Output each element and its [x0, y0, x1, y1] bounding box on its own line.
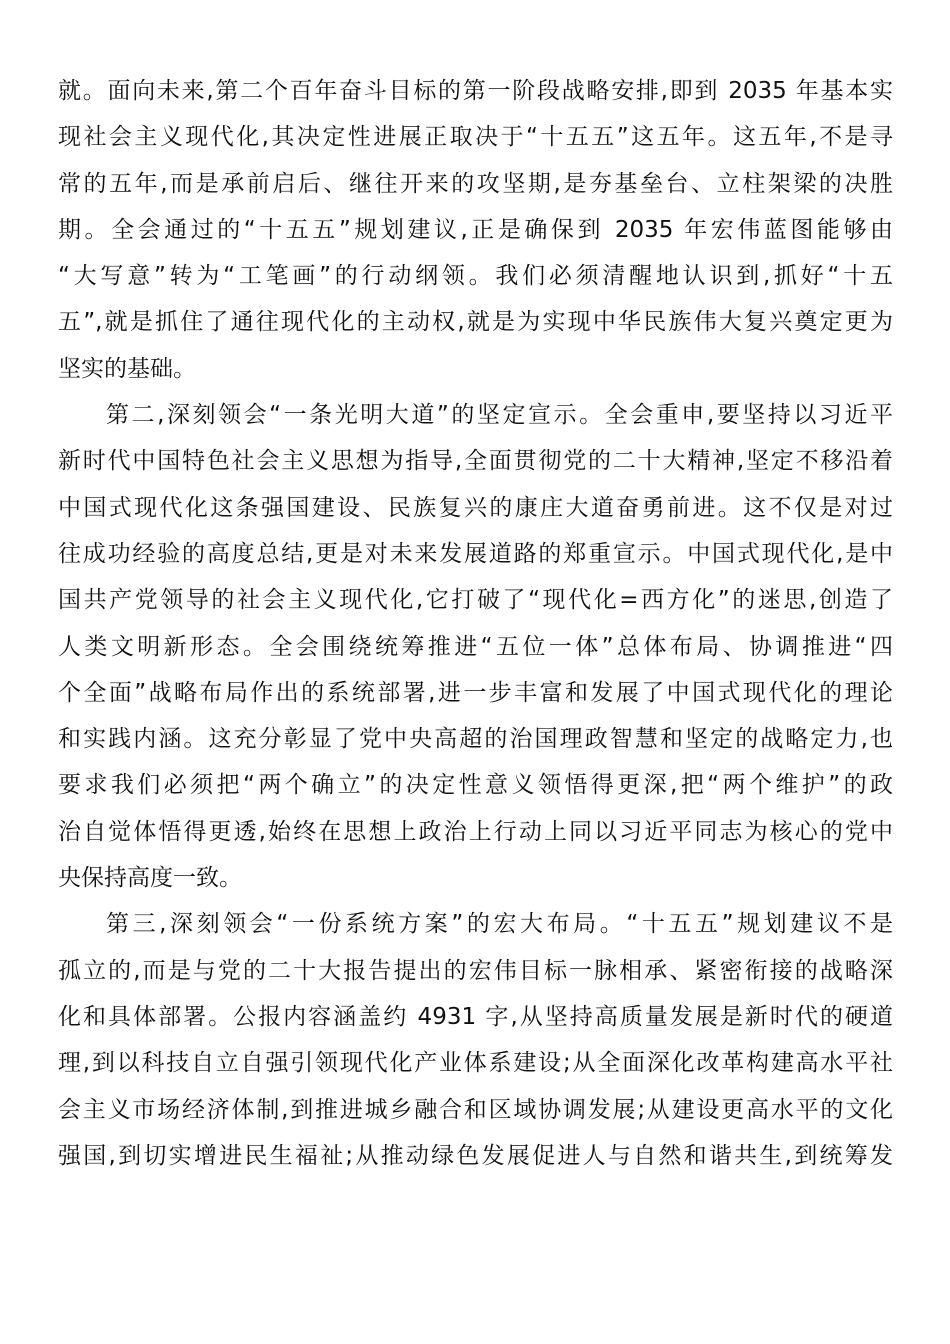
text-line-first: 第三,深刻领会“一份系统方案”的宏大布局。“十五五”规划建议不是 [106, 911, 893, 938]
text-line: 强国,到切实增进民生福祉;从推动绿色发展促进人与自然和谐共生,到统筹发 [58, 1142, 893, 1169]
text-line: 坚实的基础。 [58, 355, 196, 382]
text-line: “大写意”转为“工笔画”的行动纲领。我们必须清醒地认识到,抓好“十五 [58, 263, 893, 290]
text-line: 人类文明新形态。全会围绕统筹推进“五位一体”总体布局、协调推进“四 [58, 633, 893, 660]
text-line-first: 第二,深刻领会“一条光明大道”的坚定宣示。全会重申,要坚持以习近平 [106, 402, 893, 429]
text-line: 和实践内涵。这充分彰显了党中央高超的治国理政智慧和坚定的战略定力,也 [58, 726, 893, 753]
text-line: 常的五年,而是承前启后、继往开来的攻坚期,是夯基垒台、立柱架梁的决胜 [58, 170, 893, 197]
text-line: 期。全会通过的“十五五”规划建议,正是确保到 2035 年宏伟蓝图能够由 [58, 216, 893, 243]
text-line: 个全面”战略布局作出的系统部署,进一步丰富和发展了中国式现代化的理论 [58, 679, 893, 706]
text-line: 央保持高度一致。 [58, 865, 242, 892]
text-line: 化和具体部署。公报内容涵盖约 4931 字,从坚持高质量发展是新时代的硬道 [58, 1003, 893, 1030]
text-line: 就。面向未来,第二个百年奋斗目标的第一阶段战略安排,即到 2035 年基本实 [58, 78, 893, 104]
text-line: 中国式现代化这条强国建设、民族复兴的康庄大道奋勇前进。这不仅是对过 [58, 494, 893, 521]
text-line: 新时代中国特色社会主义思想为指导,全面贯彻党的二十大精神,坚定不移沿着 [58, 448, 893, 475]
text-line: 会主义市场经济体制,到推进城乡融合和区域协调发展;从建设更高水平的文化 [58, 1096, 893, 1123]
text-line: 要求我们必须把“两个确立”的决定性意义领悟得更深,把“两个维护”的政 [58, 772, 893, 799]
text-line: 国共产党领导的社会主义现代化,它打破了“现代化=西方化”的迷思,创造了 [58, 587, 893, 614]
paragraph-1 [58, 68, 893, 392]
text-line: 五”,就是抓住了通往现代化的主动权,就是为实现中华民族伟大复兴奠定更为 [58, 309, 893, 336]
text-line: 现社会主义现代化,其决定性进展正取决于“十五五”这五年。这五年,不是寻 [58, 124, 893, 151]
document-page [58, 68, 893, 1179]
paragraph-3 [58, 901, 893, 1179]
text-line: 治自觉体悟得更透,始终在思想上政治上行动上同以习近平同志为核心的党中 [58, 818, 893, 845]
text-line: 往成功经验的高度总结,更是对未来发展道路的郑重宣示。中国式现代化,是中 [58, 540, 893, 567]
text-line: 孤立的,而是与党的二十大报告提出的宏伟目标一脉相承、紧密衔接的战略深 [58, 957, 893, 984]
text-line: 理,到以科技自立自强引领现代化产业体系建设;从全面深化改革构建高水平社 [58, 1050, 893, 1077]
paragraph-2 [58, 392, 893, 901]
